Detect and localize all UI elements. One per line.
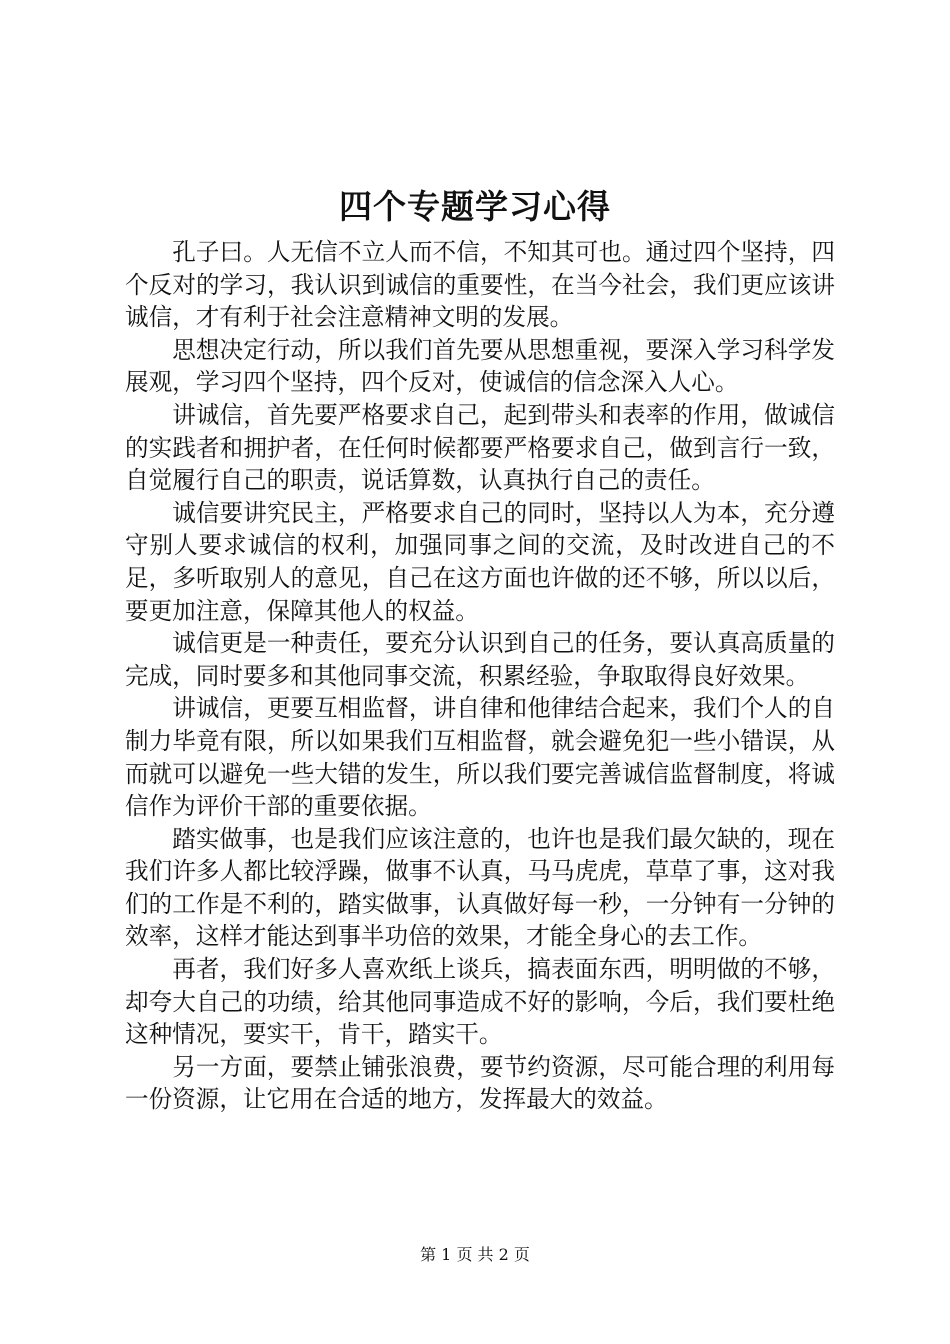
paragraph: 诚信更是一种责任，要充分认识到自己的任务，要认真高质量的完成，同时要多和其他同事交流，积累经验，争取取得良好效果。 (125, 629, 835, 690)
page-number-label: 第 1 页 共 2 页 (420, 1245, 530, 1264)
page-footer (0, 1244, 950, 1266)
paragraph: 讲诚信，更要互相监督，讲自律和他律结合起来，我们个人的自制力毕竟有限，所以如果我们互相监督，就会避免犯一些小错误，从而就可以避免一些大错的发生，所以我们要完善诚信监督制度，将诚信作为评价干部的重要依据。 (125, 694, 835, 821)
paragraph: 另一方面，要禁止铺张浪费，要节约资源，尽可能合理的利用每一份资源，让它用在合适的地方，发挥最大的效益。 (125, 1052, 835, 1114)
paragraph: 再者，我们好多人喜欢纸上谈兵，搞表面东西，明明做的不够，却夸大自己的功绩，给其他同事造成不好的影响，今后，我们要杜绝这种情况，要实干，肯干，踏实干。 (125, 955, 835, 1049)
paragraph: 讲诚信，首先要严格要求自己，起到带头和表率的作用，做诚信的实践者和拥护者，在任何时候都要严格要求自己，做到言行一致，自觉履行自己的职责，说话算数，认真执行自己的责任。 (125, 400, 835, 495)
document-title: 四个专题学习心得 (339, 187, 611, 226)
paragraph: 思想决定行动，所以我们首先要从思想重视，要深入学习科学发展观，学习四个坚持，四个反对，使诚信的信念深入人心。 (125, 335, 835, 397)
document-body (125, 236, 835, 1116)
paragraph: 孔子曰。人无信不立人而不信，不知其可也。通过四个坚持，四个反对的学习，我认识到诚信的重要性，在当今社会，我们更应该讲诚信，才有利于社会注意精神文明的发展。 (125, 238, 835, 332)
paragraph: 踏实做事，也是我们应该注意的，也许也是我们最欠缺的，现在我们许多人都比较浮躁，做事不认真，马马虎虎，草草了事，这对我们的工作是不利的，踏实做事，认真做好每一秒，一分钟有一分钟的效率，这样才能达到事半功倍的效果，才能全身心的去工作。 (125, 824, 835, 951)
paragraph: 诚信要讲究民主，严格要求自己的同时，坚持以人为本，充分遵守别人要求诚信的权利，加强同事之间的交流，及时改进自己的不足，多听取别人的意见，自己在这方面也许做的还不够，所以以后，要更加注意，保障其他人的权益。 (125, 498, 835, 625)
